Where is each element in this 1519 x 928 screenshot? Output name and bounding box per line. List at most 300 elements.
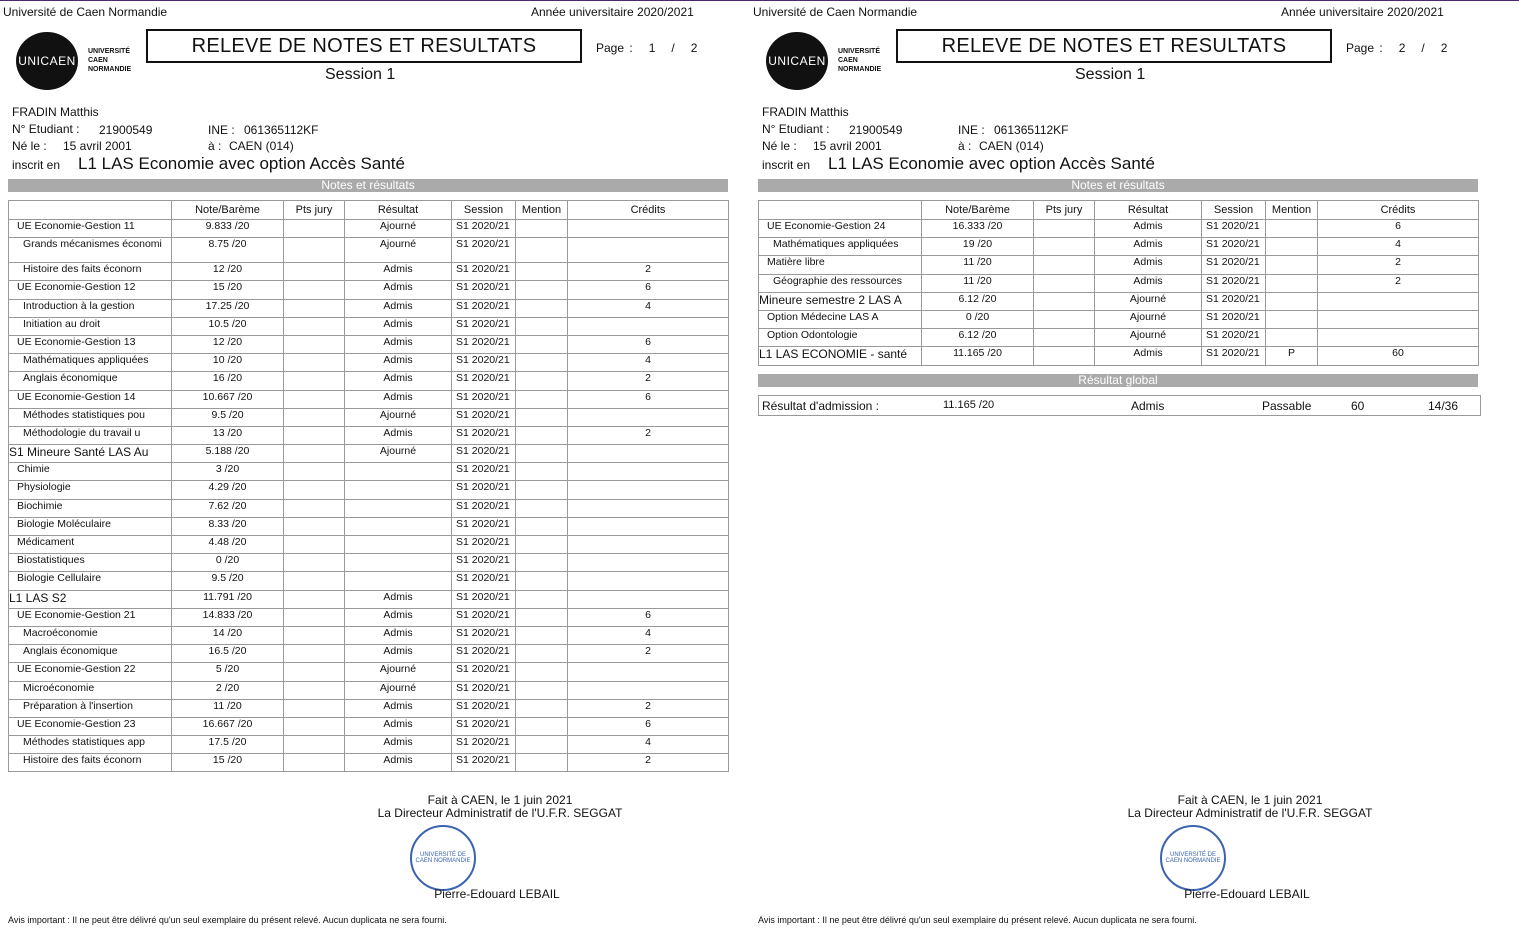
table-row (9, 717, 729, 735)
jury-cell (284, 626, 345, 644)
document-title: RELEVE DE NOTES ET RESULTATS (146, 29, 582, 63)
signer-name: Pierre-Edouard LEBAIL (1184, 887, 1310, 901)
result-cell: Ajourné (345, 445, 452, 463)
col-jury: Pts jury (1034, 201, 1095, 220)
ue-name-cell: Anglais économique (9, 645, 172, 663)
session-cell: S1 2020/21 (452, 354, 516, 372)
note-cell: 16.5 /20 (172, 645, 284, 663)
ue-name-cell: Option Médecine LAS A (759, 310, 922, 328)
result-cell: Admis (1095, 274, 1202, 292)
ue-name-cell: Chimie (9, 463, 172, 481)
admission-mention: Passable (1262, 399, 1312, 413)
session-cell: S1 2020/21 (1202, 220, 1266, 238)
ue-name-cell: UE Economie-Gestion 24 (759, 220, 922, 238)
result-cell: Admis (345, 426, 452, 444)
admission-credits: 60 (1351, 399, 1365, 413)
ue-name-cell: Physiologie (9, 481, 172, 499)
credits-cell (1318, 292, 1479, 310)
university-name: Université de Caen Normandie (3, 5, 168, 19)
session-cell: S1 2020/21 (452, 408, 516, 426)
note-cell: 8.75 /20 (172, 238, 284, 263)
table-header-row (9, 201, 729, 220)
mention-cell (516, 281, 568, 299)
note-cell: 16.667 /20 (172, 717, 284, 735)
grades-table-page-1 (8, 200, 729, 772)
table-header-row (759, 201, 1479, 220)
signature-place-date: Fait à CAEN, le 1 juin 2021 (427, 793, 573, 807)
note-cell: 9.833 /20 (172, 220, 284, 238)
admission-note: 11.165 /20 (943, 399, 995, 411)
table-row (759, 238, 1479, 256)
ue-name-cell: UE Economie-Gestion 23 (9, 717, 172, 735)
result-cell (345, 517, 452, 535)
enrolled-label: inscrit en (12, 158, 61, 172)
mention-cell (516, 736, 568, 754)
table-row (9, 572, 729, 590)
session-cell: S1 2020/21 (452, 281, 516, 299)
credits-cell: 6 (568, 608, 729, 626)
credits-cell: 2 (1318, 274, 1479, 292)
ue-name-cell: Introduction à la gestion (9, 299, 172, 317)
ue-name-cell: Méthodes statistiques pou (9, 408, 172, 426)
note-cell: 4.48 /20 (172, 536, 284, 554)
ue-name-cell: UE Economie-Gestion 14 (9, 390, 172, 408)
note-cell: 9.5 /20 (172, 572, 284, 590)
mention-cell (516, 663, 568, 681)
signature-role: La Directeur Administratif de l'U.F.R. SEGGAT (377, 806, 623, 820)
table-row (759, 274, 1479, 292)
result-cell: Admis (345, 717, 452, 735)
birth-label: Né le : (12, 139, 47, 153)
note-cell: 16.333 /20 (922, 220, 1034, 238)
mention-cell (516, 238, 568, 263)
table-row (759, 310, 1479, 328)
note-cell: 11 /20 (172, 699, 284, 717)
session-cell: S1 2020/21 (1202, 292, 1266, 310)
ine-value: 061365112KF (994, 123, 1069, 137)
table-row (9, 372, 729, 390)
credits-cell: 2 (568, 372, 729, 390)
logo-text: UNICAEN (18, 54, 76, 68)
col-mention: Mention (516, 201, 568, 220)
table-row (9, 536, 729, 554)
note-cell: 14 /20 (172, 626, 284, 644)
session-cell: S1 2020/21 (452, 536, 516, 554)
session-cell: S1 2020/21 (452, 663, 516, 681)
credits-cell: 2 (568, 645, 729, 663)
ue-name-cell: Biochimie (9, 499, 172, 517)
result-cell: Ajourné (345, 681, 452, 699)
jury-cell (1034, 256, 1095, 274)
signer-name: Pierre-Edouard LEBAIL (434, 887, 560, 901)
academic-year: Année universitaire 2020/2021 (1281, 5, 1444, 19)
col-mention: Mention (1266, 201, 1318, 220)
jury-cell (284, 517, 345, 535)
table-row (9, 736, 729, 754)
mention-cell (516, 299, 568, 317)
table-row (9, 645, 729, 663)
credits-cell: 4 (568, 626, 729, 644)
mention-cell (516, 263, 568, 281)
jury-cell (284, 299, 345, 317)
ue-name-cell: UE Economie-Gestion 12 (9, 281, 172, 299)
ue-name-cell: Mathématiques appliquées (9, 354, 172, 372)
result-cell: Ajourné (1095, 292, 1202, 310)
session-cell: S1 2020/21 (452, 317, 516, 335)
transcript-page-2 (750, 0, 1500, 928)
ue-name-cell: L1 LAS S2 (9, 590, 172, 608)
mention-cell (516, 481, 568, 499)
note-cell: 17.5 /20 (172, 736, 284, 754)
result-cell (345, 536, 452, 554)
jury-cell (284, 499, 345, 517)
mention-cell (516, 220, 568, 238)
table-row (9, 445, 729, 463)
result-cell: Ajourné (1095, 329, 1202, 347)
session-cell: S1 2020/21 (452, 626, 516, 644)
admission-result: Admis (1131, 399, 1165, 413)
jury-cell (284, 554, 345, 572)
table-row (9, 699, 729, 717)
page-number: Page : 1 / 2 (596, 41, 698, 55)
note-cell: 10.5 /20 (172, 317, 284, 335)
birth-place: CAEN (014) (979, 139, 1044, 153)
mention-cell (516, 517, 568, 535)
result-cell: Admis (345, 626, 452, 644)
result-cell: Admis (345, 754, 452, 772)
session-cell: S1 2020/21 (452, 481, 516, 499)
jury-cell (284, 572, 345, 590)
mention-cell (1266, 292, 1318, 310)
credits-cell: 6 (568, 335, 729, 353)
university-logo (766, 32, 828, 90)
global-section-bar: Résultat global (758, 374, 1478, 387)
note-cell: 10 /20 (172, 354, 284, 372)
mention-cell (516, 626, 568, 644)
jury-cell (284, 238, 345, 263)
session-cell: S1 2020/21 (452, 717, 516, 735)
note-cell: 0 /20 (172, 554, 284, 572)
table-row (9, 626, 729, 644)
jury-cell (284, 281, 345, 299)
mention-cell (516, 445, 568, 463)
session-cell: S1 2020/21 (452, 572, 516, 590)
mention-cell: P (1266, 347, 1318, 365)
credits-cell: 4 (568, 354, 729, 372)
ue-name-cell: Mathématiques appliquées (759, 238, 922, 256)
mention-cell (516, 699, 568, 717)
session-cell: S1 2020/21 (452, 517, 516, 535)
result-cell: Admis (345, 335, 452, 353)
ue-name-cell: Histoire des faits éconorn (9, 263, 172, 281)
official-stamp: UNIVERSITÉ DE CAEN NORMANDIE (1160, 825, 1226, 891)
table-row (9, 608, 729, 626)
logo-text: UNICAEN (768, 54, 826, 68)
jury-cell (1034, 329, 1095, 347)
ue-name-cell: Option Odontologie (759, 329, 922, 347)
student-id-label: N° Etudiant : (12, 122, 80, 136)
col-credits: Crédits (1318, 201, 1479, 220)
session-cell: S1 2020/21 (1202, 347, 1266, 365)
jury-cell (1034, 347, 1095, 365)
table-row (9, 481, 729, 499)
result-cell: Admis (1095, 220, 1202, 238)
ue-name-cell: Méthodologie du travail u (9, 426, 172, 444)
credits-cell: 60 (1318, 347, 1479, 365)
note-cell: 11.165 /20 (922, 347, 1034, 365)
footer-notice: Avis important : Il ne peut être délivré qu'un seul exemplaire du présent relevé. Aucun duplicata ne sera fourni. (8, 915, 447, 925)
session-label: Session 1 (325, 66, 396, 83)
jury-cell (1034, 292, 1095, 310)
session-label: Session 1 (1075, 66, 1146, 83)
ue-name-cell: Grands mécanismes économi (9, 238, 172, 263)
ue-name-cell: Préparation à l'insertion (9, 699, 172, 717)
jury-cell (284, 717, 345, 735)
jury-cell (284, 590, 345, 608)
credits-cell (568, 663, 729, 681)
ine-label: INE : (958, 123, 985, 137)
credits-cell (568, 517, 729, 535)
session-cell: S1 2020/21 (452, 608, 516, 626)
birth-place: CAEN (014) (229, 139, 294, 153)
table-row (9, 517, 729, 535)
university-logo (16, 32, 78, 90)
result-cell: Ajourné (345, 408, 452, 426)
result-cell: Ajourné (345, 220, 452, 238)
ue-name-cell: Histoire des faits éconorn (9, 754, 172, 772)
ue-name-cell: Initiation au droit (9, 317, 172, 335)
student-id: 21900549 (849, 123, 903, 137)
session-cell: S1 2020/21 (1202, 310, 1266, 328)
credits-cell (568, 408, 729, 426)
logo-caption: UNIVERSITÉ CAEN NORMANDIE (838, 48, 882, 73)
mention-cell (1266, 256, 1318, 274)
mention-cell (516, 536, 568, 554)
mention-cell (516, 681, 568, 699)
session-cell: S1 2020/21 (1202, 238, 1266, 256)
col-result: Résultat (1095, 201, 1202, 220)
jury-cell (284, 663, 345, 681)
birth-date: 15 avril 2001 (813, 139, 882, 153)
credits-cell (568, 238, 729, 263)
table-row (9, 299, 729, 317)
university-name: Université de Caen Normandie (753, 5, 918, 19)
ue-name-cell: Méthodes statistiques app (9, 736, 172, 754)
mention-cell (1266, 274, 1318, 292)
academic-year: Année universitaire 2020/2021 (531, 5, 694, 19)
note-cell: 6.12 /20 (922, 292, 1034, 310)
ine-value: 061365112KF (244, 123, 319, 137)
jury-cell (284, 754, 345, 772)
note-cell: 15 /20 (172, 281, 284, 299)
logo-caption: UNIVERSITÉ CAEN NORMANDIE (88, 48, 132, 73)
table-row (9, 335, 729, 353)
table-row (9, 554, 729, 572)
jury-cell (284, 608, 345, 626)
mention-cell (516, 463, 568, 481)
session-cell: S1 2020/21 (452, 463, 516, 481)
session-cell: S1 2020/21 (452, 699, 516, 717)
note-cell: 12 /20 (172, 335, 284, 353)
session-cell: S1 2020/21 (452, 426, 516, 444)
table-row (9, 281, 729, 299)
document-title: RELEVE DE NOTES ET RESULTATS (896, 29, 1332, 63)
student-id-label: N° Etudiant : (762, 122, 830, 136)
mention-cell (516, 354, 568, 372)
jury-cell (284, 426, 345, 444)
result-cell (345, 554, 452, 572)
credits-cell (1318, 310, 1479, 328)
ue-name-cell: Biologie Moléculaire (9, 517, 172, 535)
session-cell: S1 2020/21 (452, 390, 516, 408)
ue-name-cell: Biologie Cellulaire (9, 572, 172, 590)
credits-cell (568, 481, 729, 499)
note-cell: 12 /20 (172, 263, 284, 281)
credits-cell (568, 536, 729, 554)
mention-cell (516, 572, 568, 590)
col-session: Session (1202, 201, 1266, 220)
mention-cell (1266, 238, 1318, 256)
birth-date: 15 avril 2001 (63, 139, 132, 153)
note-cell: 3 /20 (172, 463, 284, 481)
credits-cell: 6 (568, 390, 729, 408)
note-cell: 9.5 /20 (172, 408, 284, 426)
program-name: L1 LAS Economie avec option Accès Santé (78, 154, 405, 173)
admission-rank: 14/36 (1428, 399, 1459, 413)
jury-cell (284, 317, 345, 335)
note-cell: 0 /20 (922, 310, 1034, 328)
col-note: Note/Barème (922, 201, 1034, 220)
result-cell: Admis (345, 354, 452, 372)
session-cell: S1 2020/21 (452, 736, 516, 754)
credits-cell (568, 220, 729, 238)
result-cell (345, 572, 452, 590)
mention-cell (516, 408, 568, 426)
result-cell: Admis (1095, 238, 1202, 256)
result-cell: Admis (345, 281, 452, 299)
credits-cell: 2 (568, 426, 729, 444)
jury-cell (284, 536, 345, 554)
result-cell: Admis (345, 299, 452, 317)
jury-cell (284, 699, 345, 717)
note-cell: 5.188 /20 (172, 445, 284, 463)
result-cell: Ajourné (345, 663, 452, 681)
mention-cell (516, 335, 568, 353)
credits-cell (568, 317, 729, 335)
result-cell: Admis (345, 736, 452, 754)
jury-cell (284, 408, 345, 426)
credits-cell (568, 572, 729, 590)
jury-cell (284, 736, 345, 754)
mention-cell (516, 426, 568, 444)
ue-name-cell: L1 LAS ECONOMIE - santé (759, 347, 922, 365)
jury-cell (284, 335, 345, 353)
jury-cell (284, 263, 345, 281)
result-cell: Admis (345, 390, 452, 408)
student-name: FRADIN Matthis (762, 105, 849, 119)
credits-cell: 6 (1318, 220, 1479, 238)
transcript-page-1 (0, 0, 750, 928)
mention-cell (516, 645, 568, 663)
table-row (759, 292, 1479, 310)
program-name: L1 LAS Economie avec option Accès Santé (828, 154, 1155, 173)
jury-cell (284, 463, 345, 481)
notes-section-bar: Notes et résultats (8, 179, 728, 192)
jury-cell (284, 481, 345, 499)
note-cell: 10.667 /20 (172, 390, 284, 408)
session-cell: S1 2020/21 (452, 681, 516, 699)
global-result-row (758, 395, 1481, 416)
note-cell: 8.33 /20 (172, 517, 284, 535)
grades-table-page-2 (758, 200, 1479, 366)
birth-label: Né le : (762, 139, 797, 153)
result-cell: Admis (1095, 256, 1202, 274)
jury-cell (1034, 310, 1095, 328)
credits-cell: 6 (568, 281, 729, 299)
mention-cell (516, 372, 568, 390)
credits-cell: 2 (568, 699, 729, 717)
table-row (759, 347, 1479, 365)
ue-name-cell: UE Economie-Gestion 13 (9, 335, 172, 353)
session-cell: S1 2020/21 (452, 335, 516, 353)
ue-name-cell: Géographie des ressources (759, 274, 922, 292)
col-jury: Pts jury (284, 201, 345, 220)
mention-cell (516, 554, 568, 572)
ue-name-cell: UE Economie-Gestion 21 (9, 608, 172, 626)
ue-name-cell: Médicament (9, 536, 172, 554)
jury-cell (284, 681, 345, 699)
session-cell: S1 2020/21 (452, 554, 516, 572)
credits-cell (568, 445, 729, 463)
mention-cell (516, 590, 568, 608)
table-row (9, 463, 729, 481)
enrolled-label: inscrit en (762, 158, 811, 172)
session-cell: S1 2020/21 (452, 590, 516, 608)
note-cell: 16 /20 (172, 372, 284, 390)
session-cell: S1 2020/21 (452, 645, 516, 663)
ue-name-cell: Microéconomie (9, 681, 172, 699)
result-cell: Admis (345, 317, 452, 335)
jury-cell (284, 390, 345, 408)
student-id: 21900549 (99, 123, 153, 137)
session-cell: S1 2020/21 (452, 263, 516, 281)
credits-cell (568, 554, 729, 572)
signature-place-date: Fait à CAEN, le 1 juin 2021 (1177, 793, 1323, 807)
session-cell: S1 2020/21 (452, 445, 516, 463)
birth-place-label: à : (958, 139, 972, 153)
table-row (9, 354, 729, 372)
jury-cell (1034, 274, 1095, 292)
admission-label: Résultat d'admission : (762, 399, 880, 413)
result-cell: Admis (345, 699, 452, 717)
mention-cell (516, 717, 568, 735)
note-cell: 11 /20 (922, 256, 1034, 274)
table-row (9, 390, 729, 408)
col-note: Note/Barème (172, 201, 284, 220)
table-row (759, 256, 1479, 274)
table-row (9, 408, 729, 426)
ue-name-cell: Matière libre (759, 256, 922, 274)
mention-cell (516, 390, 568, 408)
credits-cell (1318, 329, 1479, 347)
notes-section-bar: Notes et résultats (758, 179, 1478, 192)
credits-cell: 6 (568, 717, 729, 735)
session-cell: S1 2020/21 (452, 220, 516, 238)
session-cell: S1 2020/21 (452, 499, 516, 517)
session-cell: S1 2020/21 (1202, 274, 1266, 292)
footer-notice: Avis important : Il ne peut être délivré qu'un seul exemplaire du présent relevé. Aucun duplicata ne sera fourni. (758, 915, 1197, 925)
result-cell (345, 463, 452, 481)
